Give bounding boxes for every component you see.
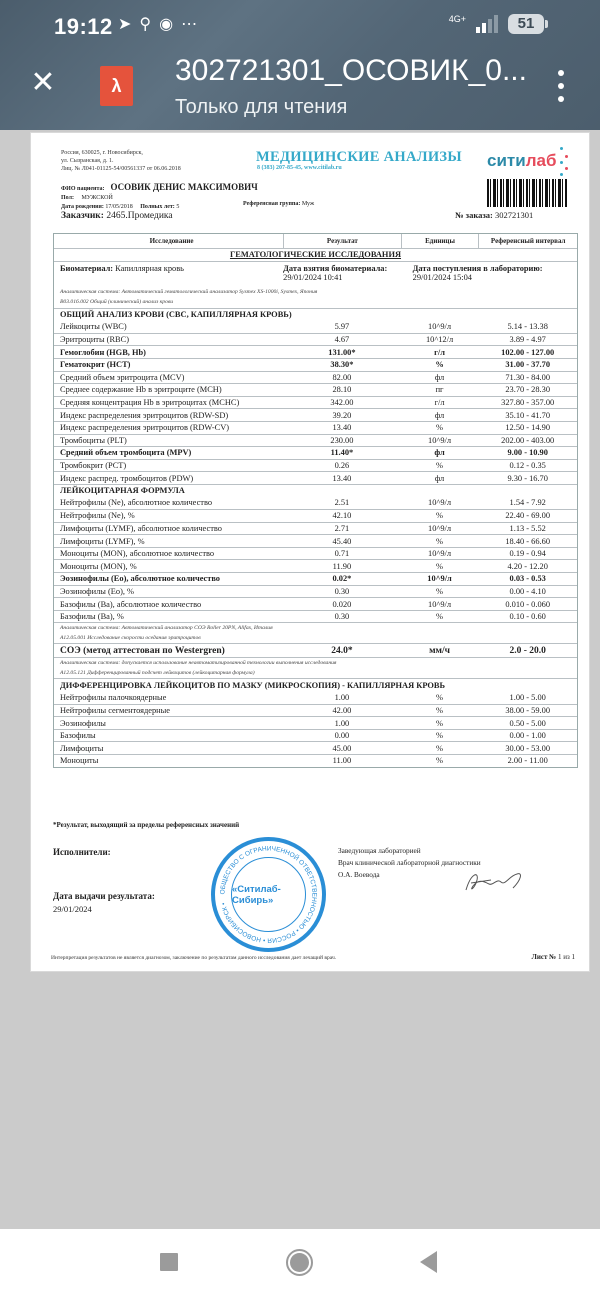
- document-title: 302721301_ОСОВИК_0...: [175, 54, 527, 87]
- cell-unit: 10^9/л: [428, 549, 452, 559]
- status-bar: [0, 0, 600, 44]
- table-row: [54, 547, 577, 560]
- table-row: [54, 741, 577, 754]
- table-row: [54, 471, 577, 484]
- cell-name: Эозинофилы (Eo), абсолютное количество: [60, 574, 220, 584]
- status-right: [449, 14, 544, 34]
- cell-unit: %: [436, 718, 444, 728]
- table-row: [54, 729, 577, 742]
- cell-ref: 18.40 - 66.60: [505, 536, 551, 546]
- cell-unit: %: [436, 731, 444, 741]
- table-row: [54, 358, 577, 371]
- navigation-bar: [0, 1229, 600, 1299]
- cell-unit: %: [436, 423, 444, 433]
- cell-name: Базофилы (Ba), абсолютное количество: [60, 599, 202, 609]
- table-row: [54, 396, 577, 409]
- cell-result: 42.00: [332, 705, 352, 715]
- cell-unit: 10^12/л: [425, 335, 454, 345]
- cell-result: 230.00: [330, 435, 354, 445]
- order-number: № заказа: 302721301: [455, 210, 534, 220]
- cell-ref: 22.40 - 69.00: [505, 511, 551, 521]
- cell-name: Нейтрофилы палочкоядерные: [60, 692, 167, 702]
- cell-result: 45.40: [332, 536, 352, 546]
- cell-unit: 10^9/л: [428, 599, 452, 609]
- esr-row: СОЭ (метод аттестован по Westergren) 24.0* мм/ч 2.0 - 20.0: [54, 643, 577, 657]
- table-row: [54, 559, 577, 572]
- document-subtitle: Только для чтения: [175, 96, 348, 118]
- cell-result: 4.67: [334, 335, 350, 345]
- cell-name: Нейтрофилы (Ne), %: [60, 511, 135, 521]
- top-bar: [0, 0, 600, 130]
- diff-method-note: A12.05.121 Дифференцированный подсчет лейкоцитов (лейкоцитарная формула): [60, 670, 255, 677]
- cell-unit: %: [436, 511, 444, 521]
- network-type: 4G+: [448, 14, 466, 24]
- cell-unit: %: [436, 743, 444, 753]
- cell-unit: %: [436, 705, 444, 715]
- barcode: [487, 179, 567, 207]
- cell-ref: 0.19 - 0.94: [509, 549, 546, 559]
- cell-result: 0.26: [334, 461, 350, 471]
- cell-unit: г/л: [434, 347, 445, 357]
- cell-result: 0.30: [334, 586, 350, 596]
- sheet-number: Лист № 1 из 1: [531, 953, 575, 961]
- cell-unit: %: [436, 561, 444, 571]
- cell-result: 2.71: [334, 523, 350, 533]
- signal-icon: [476, 15, 498, 33]
- cell-ref: 0.00 - 4.10: [509, 586, 546, 596]
- table-row: [54, 572, 577, 585]
- cell-name: Лейкоциты (WBC): [60, 321, 127, 331]
- cell-ref: 202.00 - 403.00: [501, 435, 555, 445]
- cell-result: 5.97: [334, 321, 350, 331]
- cell-ref: 0.010 - 0.060: [505, 599, 551, 609]
- cell-ref: 1.13 - 5.52: [509, 523, 546, 533]
- esr-analyzer-note: Аналитическая система: Автоматический анализатор СОЭ Roller 20PN, Alifax, Италия: [54, 622, 577, 633]
- table-row: [54, 459, 577, 472]
- results-table: [53, 233, 578, 768]
- cell-ref: 0.10 - 0.60: [509, 612, 546, 622]
- cell-name: Индекс распределения эритроцитов (RDW-SD): [60, 410, 229, 420]
- more-icon: ⋯: [181, 16, 198, 33]
- cell-name: Эозинофилы: [60, 718, 106, 728]
- cell-name: Эритроциты (RBC): [60, 335, 130, 345]
- cell-ref: 4.20 - 12.20: [507, 561, 548, 571]
- cell-name: Средний объем тромбоцита (MPV): [60, 448, 192, 458]
- status-notification-icons: [118, 14, 197, 34]
- search-icon: ⚲: [139, 16, 152, 33]
- cell-ref: 2.00 - 11.00: [507, 756, 548, 766]
- patient-info: ФИО пациента: ОСОВИК ДЕНИС МАКСИМОВИЧ Пол: МУЖСКОЙ Дата рождения: 17/05/2018 Полных лет: 5: [61, 182, 258, 210]
- diff-title: ДИФФЕРЕНЦИРОВКА ЛЕЙКОЦИТОВ ПО МАЗКУ (МИКРОСКОПИЯ) - КАПИЛЛЯРНАЯ КРОВЬ: [54, 678, 577, 691]
- table-row: [54, 704, 577, 717]
- pdf-icon: λ: [100, 66, 133, 106]
- cell-ref: 35.10 - 41.70: [505, 410, 551, 420]
- leuko-rows: [54, 497, 577, 623]
- outside-reference-note: *Результат, выходящий за пределы референсных значений: [53, 821, 240, 829]
- cell-result: 11.00: [332, 756, 352, 766]
- cell-result: 342.00: [330, 398, 354, 408]
- diff-analyzer-note: Аналитическая система: допускается использование неавтоматизированной технологии выполнения исследования: [54, 657, 577, 668]
- cell-result: 2.51: [334, 498, 350, 508]
- status-time: 19:12: [54, 14, 113, 39]
- battery-icon: 51: [508, 14, 544, 34]
- app-bar: [0, 44, 600, 130]
- cell-result: 0.00: [334, 731, 350, 741]
- cell-unit: г/л: [434, 398, 445, 408]
- cell-unit: %: [436, 461, 444, 471]
- cell-unit: 10^9/л: [428, 498, 452, 508]
- table-row: [54, 509, 577, 522]
- cell-result: 11.40*: [330, 448, 354, 458]
- cell-unit: %: [436, 536, 444, 546]
- more-vert-icon[interactable]: [553, 66, 569, 106]
- diff-rows: [54, 691, 577, 767]
- cell-result: 0.30: [334, 612, 350, 622]
- cell-ref: 0.50 - 5.00: [509, 718, 546, 728]
- cell-unit: 10^9/л: [428, 523, 452, 533]
- citilab-logo: ситилаб: [487, 151, 557, 170]
- table-row: [54, 408, 577, 421]
- logo-dots-icon: [557, 147, 569, 177]
- table-row: [54, 597, 577, 610]
- issue-date: 29/01/2024: [53, 904, 92, 914]
- cell-ref: 9.30 - 16.70: [507, 473, 548, 483]
- cell-name: Средний объем эритроцита (MCV): [60, 372, 185, 382]
- section-title: ГЕМАТОЛОГИЧЕСКИЕ ИССЛЕДОВАНИЯ: [54, 248, 577, 261]
- brand-title: МЕДИЦИНСКИЕ АНАЛИЗЫ: [256, 149, 462, 165]
- telegram-icon: ➤: [118, 16, 132, 33]
- cell-unit: %: [436, 612, 444, 622]
- cell-ref: 3.89 - 4.97: [509, 335, 546, 345]
- cell-name: Моноциты: [60, 756, 99, 766]
- table-row: [54, 345, 577, 358]
- patient-name: ОСОВИК ДЕНИС МАКСИМОВИЧ: [110, 182, 258, 192]
- cell-unit: 10^9/л: [428, 435, 452, 445]
- cell-ref: 327.80 - 357.00: [501, 398, 555, 408]
- cell-name: Лимфоциты: [60, 743, 104, 753]
- cell-ref: 0.00 - 1.00: [509, 731, 546, 741]
- cell-name: Базофилы (Ba), %: [60, 612, 124, 622]
- cell-unit: %: [436, 692, 444, 702]
- app-icon: ◉: [159, 16, 174, 33]
- cell-name: Тромбоциты (PLT): [60, 435, 127, 445]
- table-row: [54, 434, 577, 447]
- leuko-title: ЛЕЙКОЦИТАРНАЯ ФОРМУЛА: [54, 484, 577, 497]
- back-icon[interactable]: [420, 1251, 437, 1273]
- analyzer-note: Аналитическая система: Автоматический гематологический анализатор Sysmex XS-1000i, Sysmex, Япония: [60, 288, 318, 295]
- method-note: B03.016.002 Общий (клинический) анализ крови: [60, 299, 174, 306]
- table-row: [54, 585, 577, 598]
- cell-result: 11.90: [332, 561, 352, 571]
- cell-result: 13.40: [332, 423, 352, 433]
- cell-name: Базофилы: [60, 731, 96, 741]
- cell-name: Среднее содержание Hb в эритроците (MCH): [60, 385, 222, 395]
- svg-text:ОБЩЕСТВО С ОГРАНИЧЕННОЙ ОТВЕТС: ОБЩЕСТВО С ОГРАНИЧЕННОЙ ОТВЕТСТВЕННОСТЬЮ • РОССИЯ • НОВОСИБИРСК •: [219, 845, 318, 944]
- cell-ref: 31.00 - 37.70: [505, 360, 551, 370]
- table-row: [54, 320, 577, 333]
- cell-name: Средняя концентрация Hb в эритроцитах (MCHC): [60, 398, 240, 408]
- table-row: [54, 534, 577, 547]
- table-row: [54, 421, 577, 434]
- cell-name: Лимфоциты (LYMF), абсолютное количество: [60, 523, 222, 533]
- cell-ref: 71.30 - 84.00: [505, 372, 551, 382]
- biomaterial-row: Биоматериал: Капиллярная кровь Дата взятия биоматериала: 29/01/2024 10:41 Дата поступления в лабораторию: 29/01/2024 15:04: [54, 261, 577, 287]
- table-header: Исследование Результат Единицы Референсный интервал: [54, 234, 577, 248]
- recent-apps-icon[interactable]: [160, 1253, 178, 1271]
- table-row: [54, 497, 577, 510]
- cell-name: Гемоглобин (HGB, Hb): [60, 347, 146, 357]
- signature-icon: [461, 868, 531, 898]
- table-row: [54, 371, 577, 384]
- cell-name: Моноциты (MON), %: [60, 561, 137, 571]
- stamp-text: «Ситилаб-Сибирь»: [232, 883, 281, 906]
- cell-ref: 5.14 - 13.38: [507, 321, 548, 331]
- cell-ref: 0.12 - 0.35: [509, 461, 546, 471]
- cell-unit: фл: [434, 448, 445, 458]
- close-icon[interactable]: ✕: [30, 66, 56, 99]
- cell-unit: %: [436, 756, 444, 766]
- brand-phone: 8 (383) 207-85-45, www.citilab.ru: [257, 165, 342, 171]
- table-row: [54, 754, 577, 767]
- customer: Заказчик: 2465.Промедика: [61, 211, 173, 221]
- table-row: [54, 716, 577, 729]
- cell-result: 1.00: [334, 692, 350, 702]
- home-icon[interactable]: [286, 1249, 313, 1276]
- cell-unit: %: [436, 586, 444, 596]
- executors-label: Исполнители:: [53, 847, 111, 857]
- cell-name: Нейтрофилы сегментоядерные: [60, 705, 170, 715]
- cell-name: Индекс распределения эритроцитов (RDW-CV): [60, 423, 230, 433]
- cell-unit: фл: [434, 473, 445, 483]
- reference-group: Референсная группа: Муж: [243, 201, 315, 207]
- cell-ref: 0.03 - 0.53: [509, 574, 546, 584]
- cell-result: 131.00*: [328, 347, 356, 357]
- cell-result: 42.10: [332, 511, 352, 521]
- cbc-rows: [54, 320, 577, 484]
- table-row: [54, 446, 577, 459]
- table-row: [54, 691, 577, 704]
- cell-name: Нейтрофилы (Ne), абсолютное количество: [60, 498, 213, 508]
- cell-result: 39.20: [332, 410, 352, 420]
- cell-result: 0.02*: [332, 574, 352, 584]
- cell-name: Тромбокрит (PCT): [60, 461, 127, 471]
- head-of-lab: Заведующая лабораторией Врач клинической лабораторной диагностики О.А. Воевода: [338, 846, 481, 879]
- disclaimer: Интерпретация результатов не является диагнозом, заключение по результатам данного исследования дает лечащий врач.: [51, 955, 337, 961]
- lab-stamp: [211, 837, 326, 952]
- cell-unit: 10^9/л: [427, 574, 452, 584]
- issue-date-label: Дата выдачи результата:: [53, 891, 155, 901]
- cell-unit: пг: [435, 385, 444, 395]
- table-row: [54, 610, 577, 623]
- cell-ref: 1.00 - 5.00: [509, 692, 546, 702]
- cell-name: Эозинофилы (Eo), %: [60, 586, 135, 596]
- cell-unit: фл: [434, 410, 445, 420]
- cell-name: Гематокрит (HCT): [60, 360, 131, 370]
- cell-result: 82.00: [332, 372, 352, 382]
- cell-ref: 12.50 - 14.90: [505, 423, 551, 433]
- cell-result: 38.30*: [330, 360, 354, 370]
- table-row: [54, 383, 577, 396]
- cell-result: 28.10: [332, 385, 352, 395]
- cell-name: Моноциты (MON), абсолютное количество: [60, 549, 215, 559]
- cell-ref: 9.00 - 10.90: [507, 448, 548, 458]
- cell-ref: 38.00 - 59.00: [505, 705, 551, 715]
- cell-ref: 1.54 - 7.92: [509, 498, 546, 508]
- cell-result: 45.00: [332, 743, 352, 753]
- esr-method-note: A12.05.001 Исследование скорости оседания эритроцитов: [60, 635, 201, 642]
- cell-ref: 102.00 - 127.00: [501, 347, 555, 357]
- cell-result: 13.40: [332, 473, 352, 483]
- pdf-page: [30, 132, 590, 972]
- cell-result: 0.71: [334, 549, 350, 559]
- cell-result: 0.020: [332, 599, 352, 609]
- cell-ref: 23.70 - 28.30: [505, 385, 551, 395]
- lab-address: Россия, 630025, г. Новосибирск, ул. Сызранская, д. 1. Лиц. № Л041-01125-54/00561337 от 06.06.2018: [61, 150, 181, 172]
- cell-name: Лимфоциты (LYMF), %: [60, 536, 145, 546]
- cell-name: Индекс распред. тромбоцитов (PDW): [60, 473, 194, 483]
- cell-result: 1.00: [334, 718, 350, 728]
- cell-ref: 30.00 - 53.00: [505, 743, 551, 753]
- cell-unit: %: [435, 360, 444, 370]
- cell-unit: 10^9/л: [428, 321, 452, 331]
- table-row: [54, 522, 577, 535]
- cell-unit: фл: [434, 372, 445, 382]
- cbc-title: ОБЩИЙ АНАЛИЗ КРОВИ (CBC, КАПИЛЛЯРНАЯ КРОВЬ): [54, 308, 577, 321]
- table-row: [54, 333, 577, 346]
